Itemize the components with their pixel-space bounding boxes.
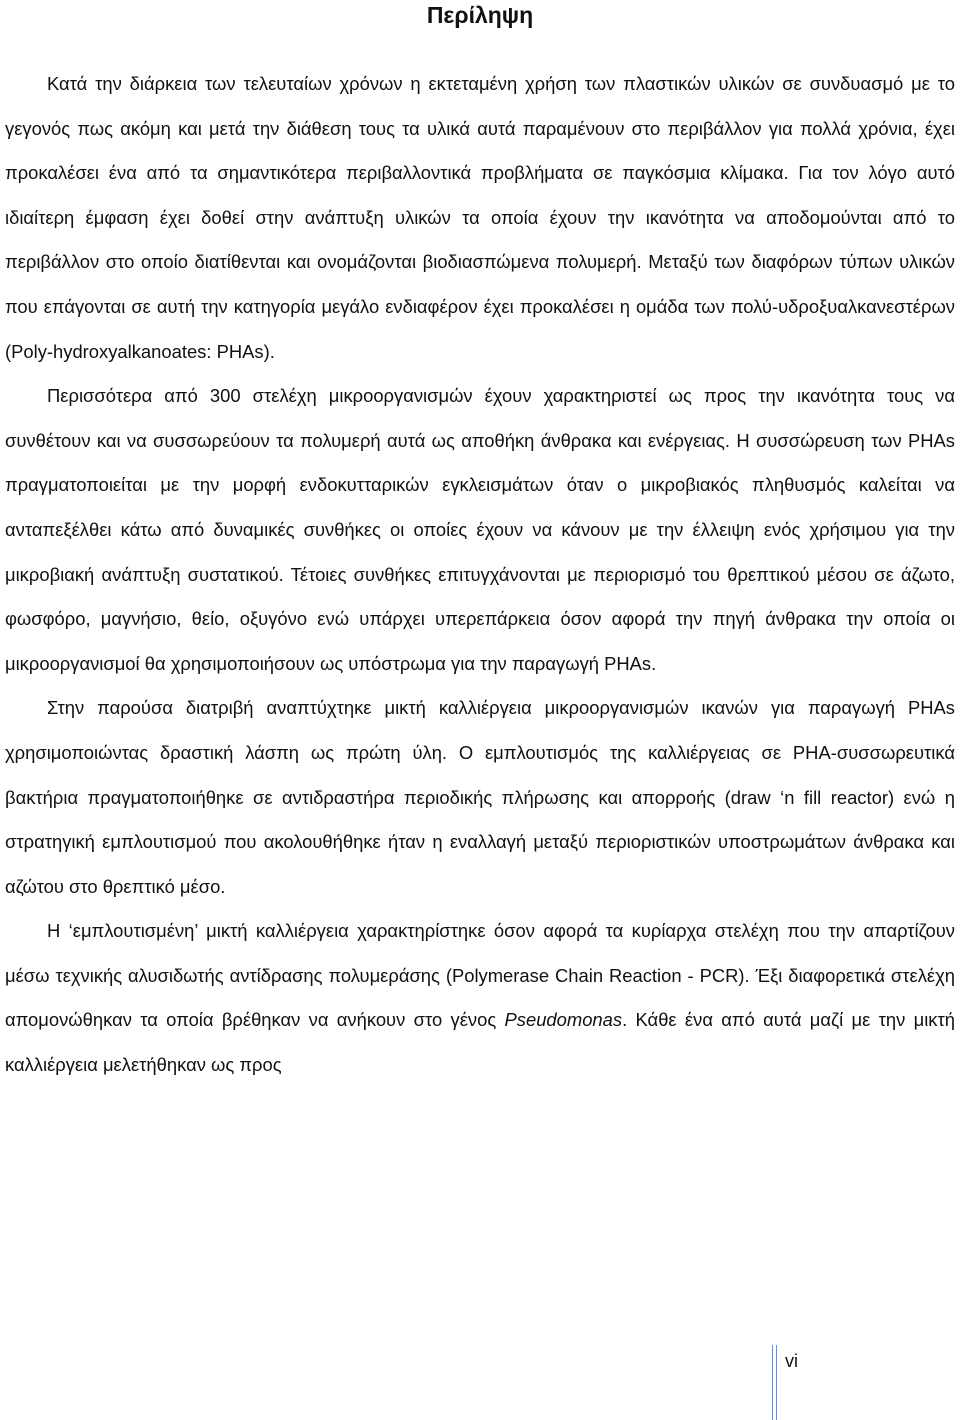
page-number-rule-left (772, 1345, 773, 1420)
paragraph-4-text-after: . Κάθε ένα από αυτά μαζί με την μικτή καλλιέργεια μελετήθηκαν ως προς (5, 1009, 955, 1076)
page-title: Περίληψη (426, 2, 534, 28)
page-number-rule-right (776, 1345, 777, 1420)
paragraph-3: Στην παρούσα διατριβή αναπτύχτηκε μικτή καλλιέργεια μικροοργανισμών ικανών για παραγωγή PHAs χρησιμοποιώντας δραστική λάσπη ως πρώτη ύλη. Ο εμπλουτισμός της καλλιέργειας σε PHA-συσσωρευτικά βακτήρια πραγματοποιήθηκε σε αντιδραστήρα περιοδικής πλήρωσης και απορροής (draw ‘n fill reactor) ενώ η στρατηγική εμπλουτισμού που ακολουθήθηκε ήταν η εναλλαγή μεταξύ περιοριστικών υποστρωμάτων άνθρακα και αζώτου στο θρεπτικό μέσο. (5, 697, 955, 897)
page-number-block (772, 1345, 812, 1420)
paragraph-1: Κατά την διάρκεια των τελευταίων χρόνων η εκτεταμένη χρήση των πλαστικών υλικών σε συνδυασμό με το γεγονός πως ακόμη και μετά την διάθεση τους τα υλικά αυτά παραμένουν στο περιβάλλον για πολλά χρόνια, έχει προκαλέσει ένα από τα σημαντικότερα περιβαλλοντικά προβλήματα σε παγκόσμια κλίμακα. Για τον λόγο αυτό ιδιαίτερη έμφαση έχει δοθεί στην ανάπτυξη υλικών τα οποία έχουν την ικανότητα να αποδομούνται από το περιβάλλον στο οποίο διατίθενται και ονομάζονται βιοδιασπώμενα πολυμερή. Μεταξύ των διαφόρων τύπων υλικών που επάγονται σε αυτή την κατηγορία μεγάλο ενδιαφέρον έχει προκαλέσει η ομάδα των πολύ-υδροξυαλκανεστέρων (Poly-hydroxyalkanoates: PHAs). (5, 73, 955, 362)
paragraph-2: Περισσότερα από 300 στελέχη μικροοργανισμών έχουν χαρακτηριστεί ως προς την ικανότητα τους να συνθέτουν και να συσσωρεύουν τα πολυμερή αυτά ως αποθήκη άνθρακα και ενέργειας. Η συσσώρευση των PHAs πραγματοποιείται με την μορφή ενδοκυτταρικών εγκλεισμάτων όταν ο μικροβιακός πληθυσμός καλείται να ανταπεξέλθει κάτω από δυναμικές συνθήκες οι οποίες έχουν να κάνουν με την έλλειψη ενός χρήσιμου για την μικροβιακή ανάπτυξη συστατικού. Τέτοιες συνθήκες επιτυγχάνονται με περιορισμό του θρεπτικού μέσου σε άζωτο, φωσφόρο, μαγνήσιο, θείο, οξυγόνο ενώ υπάρχει υπερεπάρκεια όσον αφορά την πηγή άνθρακα την οποία οι μικροοργανισμοί θα χρησιμοποιήσουν ως υπόστρωμα για την παραγωγή PHAs. (5, 385, 955, 674)
page-number: vi (785, 1351, 798, 1371)
paragraph-4-text-before: Η ‘εμπλουτισμένη’ μικτή καλλιέργεια χαρακτηρίστηκε όσον αφορά τα κυρίαρχα στελέχη που την απαρτίζουν μέσω τεχνικής αλυσιδωτής αντίδρασης πολυμεράσης (Polymerase Chain Reaction - PCR). Έξι διαφορετικά στελέχη απομονώθηκαν τα οποία βρέθηκαν να ανήκουν στο γένος (5, 920, 955, 1031)
genus-name: Pseudomonas (504, 1009, 623, 1031)
paragraph-4 (5, 909, 955, 1087)
abstract-body (5, 62, 955, 1088)
